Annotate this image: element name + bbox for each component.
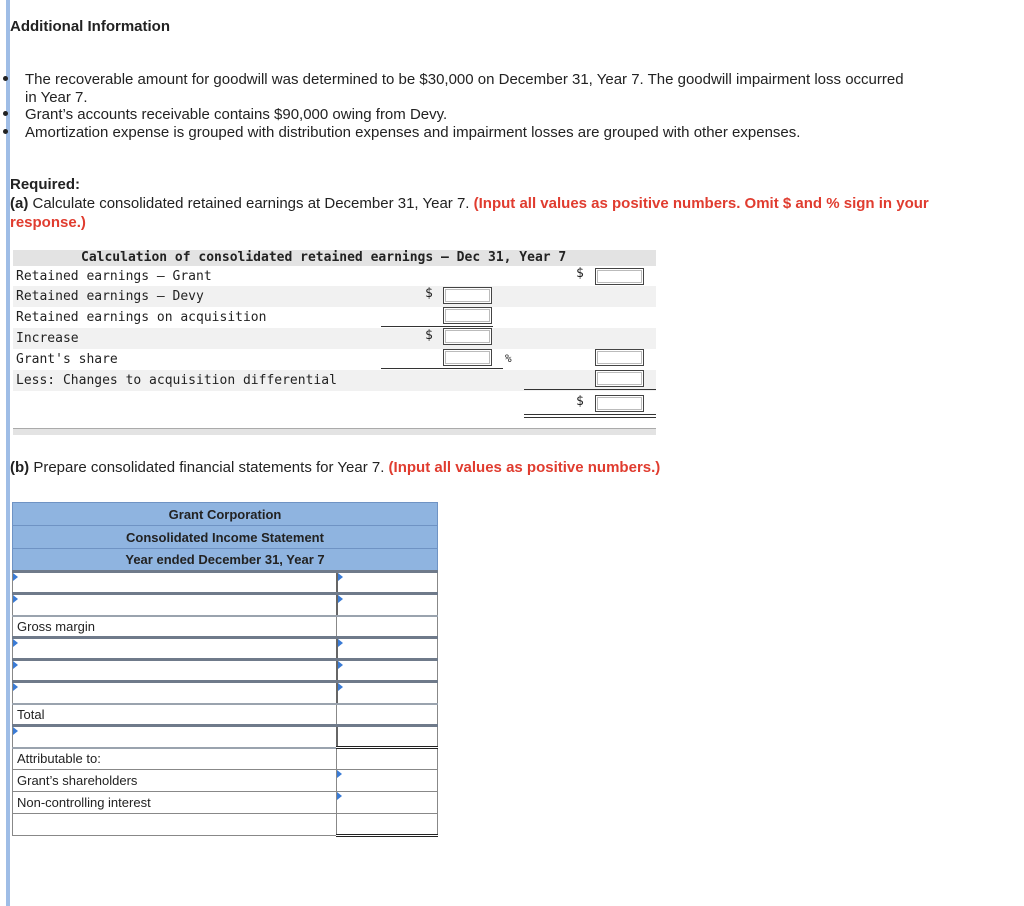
calc-row-re-grant: Retained earnings – Grant $ [13, 266, 656, 287]
table-row [13, 638, 438, 660]
calc-row-less-changes: Less: Changes to acquisition differential [13, 370, 656, 391]
part-b-instruction: (b) Prepare consolidated financial statements for Year 7. (Input all values as positive numbers.) [10, 459, 661, 476]
amount-input[interactable] [337, 572, 438, 594]
section-title: Additional Information [10, 18, 170, 35]
line-item-dropdown[interactable] [13, 572, 337, 594]
table-row [13, 572, 438, 594]
amount-input[interactable] [337, 594, 438, 616]
amount-input[interactable] [337, 682, 438, 704]
statement-title: Consolidated Income Statement [13, 526, 438, 549]
shareholders-label: Grant’s shareholders [13, 770, 337, 792]
calc-row-re-acquisition: Retained earnings on acquisition [13, 307, 656, 328]
table-row [13, 660, 438, 682]
dropdown-arrow-icon [338, 683, 343, 691]
blank-cell [13, 814, 337, 836]
increase-input[interactable] [443, 328, 492, 345]
table-row [13, 814, 438, 836]
dropdown-arrow-icon [13, 595, 18, 603]
re-acquisition-input[interactable] [443, 307, 492, 324]
company-name: Grant Corporation [13, 503, 438, 526]
required-section [10, 175, 970, 232]
nci-input[interactable] [337, 792, 438, 814]
line-item-dropdown[interactable] [13, 594, 337, 616]
dropdown-arrow-icon [338, 595, 343, 603]
calc-row-total: $ [13, 391, 656, 412]
table-row [13, 770, 438, 792]
dropdown-arrow-icon [13, 727, 18, 735]
dropdown-arrow-icon [13, 639, 18, 647]
bullet-icon [3, 111, 8, 116]
consolidated-re-total-input[interactable] [595, 395, 644, 412]
table-row [13, 792, 438, 814]
changes-acquisition-differential-input[interactable] [595, 370, 644, 387]
calc-heading: Calculation of consolidated retained earnings – Dec 31, Year 7 [13, 250, 656, 266]
consolidated-income-statement [12, 502, 438, 837]
gross-margin-input[interactable] [337, 616, 438, 638]
net-income-input[interactable] [337, 726, 438, 748]
attributable-blank [337, 748, 438, 770]
final-total-input[interactable] [337, 814, 438, 836]
line-item-dropdown[interactable] [13, 660, 337, 682]
table-row [13, 682, 438, 704]
table-row [13, 594, 438, 616]
bullet-icon [3, 129, 8, 134]
table-row [13, 616, 438, 638]
total-input[interactable] [337, 704, 438, 726]
table-row [13, 704, 438, 726]
amount-input[interactable] [337, 660, 438, 682]
dropdown-arrow-icon [13, 573, 18, 581]
dropdown-arrow-icon [13, 661, 18, 669]
line-item-dropdown[interactable] [13, 682, 337, 704]
dropdown-arrow-icon [338, 573, 343, 581]
nci-label: Non-controlling interest [13, 792, 337, 814]
line-item-dropdown[interactable] [13, 726, 337, 748]
dropdown-arrow-icon [337, 770, 342, 778]
info-list [10, 71, 910, 141]
amount-input[interactable] [337, 638, 438, 660]
part-a-instruction: (a) Calculate consolidated retained earnings at December 31, Year 7. (Input all values as positive numbers. Omit $ and % sign in your response.) [10, 195, 929, 231]
calc-row-increase: Increase $ [13, 328, 656, 349]
calc-row-re-devy: Retained earnings – Devy $ [13, 286, 656, 307]
grant-share-amount-input[interactable] [595, 349, 644, 366]
dropdown-arrow-icon [338, 661, 343, 669]
statement-period: Year ended December 31, Year 7 [13, 549, 438, 572]
bullet-icon [3, 76, 8, 81]
info-item: Amortization expense is grouped with distribution expenses and impairment losses are grouped with other expenses. [10, 124, 910, 142]
grant-share-percent-input[interactable] [443, 349, 492, 366]
table-row [13, 748, 438, 770]
total-label: Total [13, 704, 337, 726]
info-item: The recoverable amount for goodwill was determined to be $30,000 on December 31, Year 7. The goodwill impairment loss occurred in Year 7. [10, 71, 910, 106]
info-item: Grant’s accounts receivable contains $90,000 owing from Devy. [10, 106, 910, 124]
dropdown-arrow-icon [337, 792, 342, 800]
calc-row-grant-share: Grant's share % [13, 349, 656, 370]
shareholders-input[interactable] [337, 770, 438, 792]
re-devy-input[interactable] [443, 287, 492, 304]
line-item-dropdown[interactable] [13, 638, 337, 660]
retained-earnings-calculation [13, 250, 656, 435]
table-row [13, 726, 438, 748]
gross-margin-label: Gross margin [13, 616, 337, 638]
re-grant-input[interactable] [595, 268, 644, 285]
dropdown-arrow-icon [338, 639, 343, 647]
attributable-label: Attributable to: [13, 748, 337, 770]
dropdown-arrow-icon [13, 683, 18, 691]
required-label: Required: [10, 176, 81, 193]
calc-footer [13, 428, 656, 435]
